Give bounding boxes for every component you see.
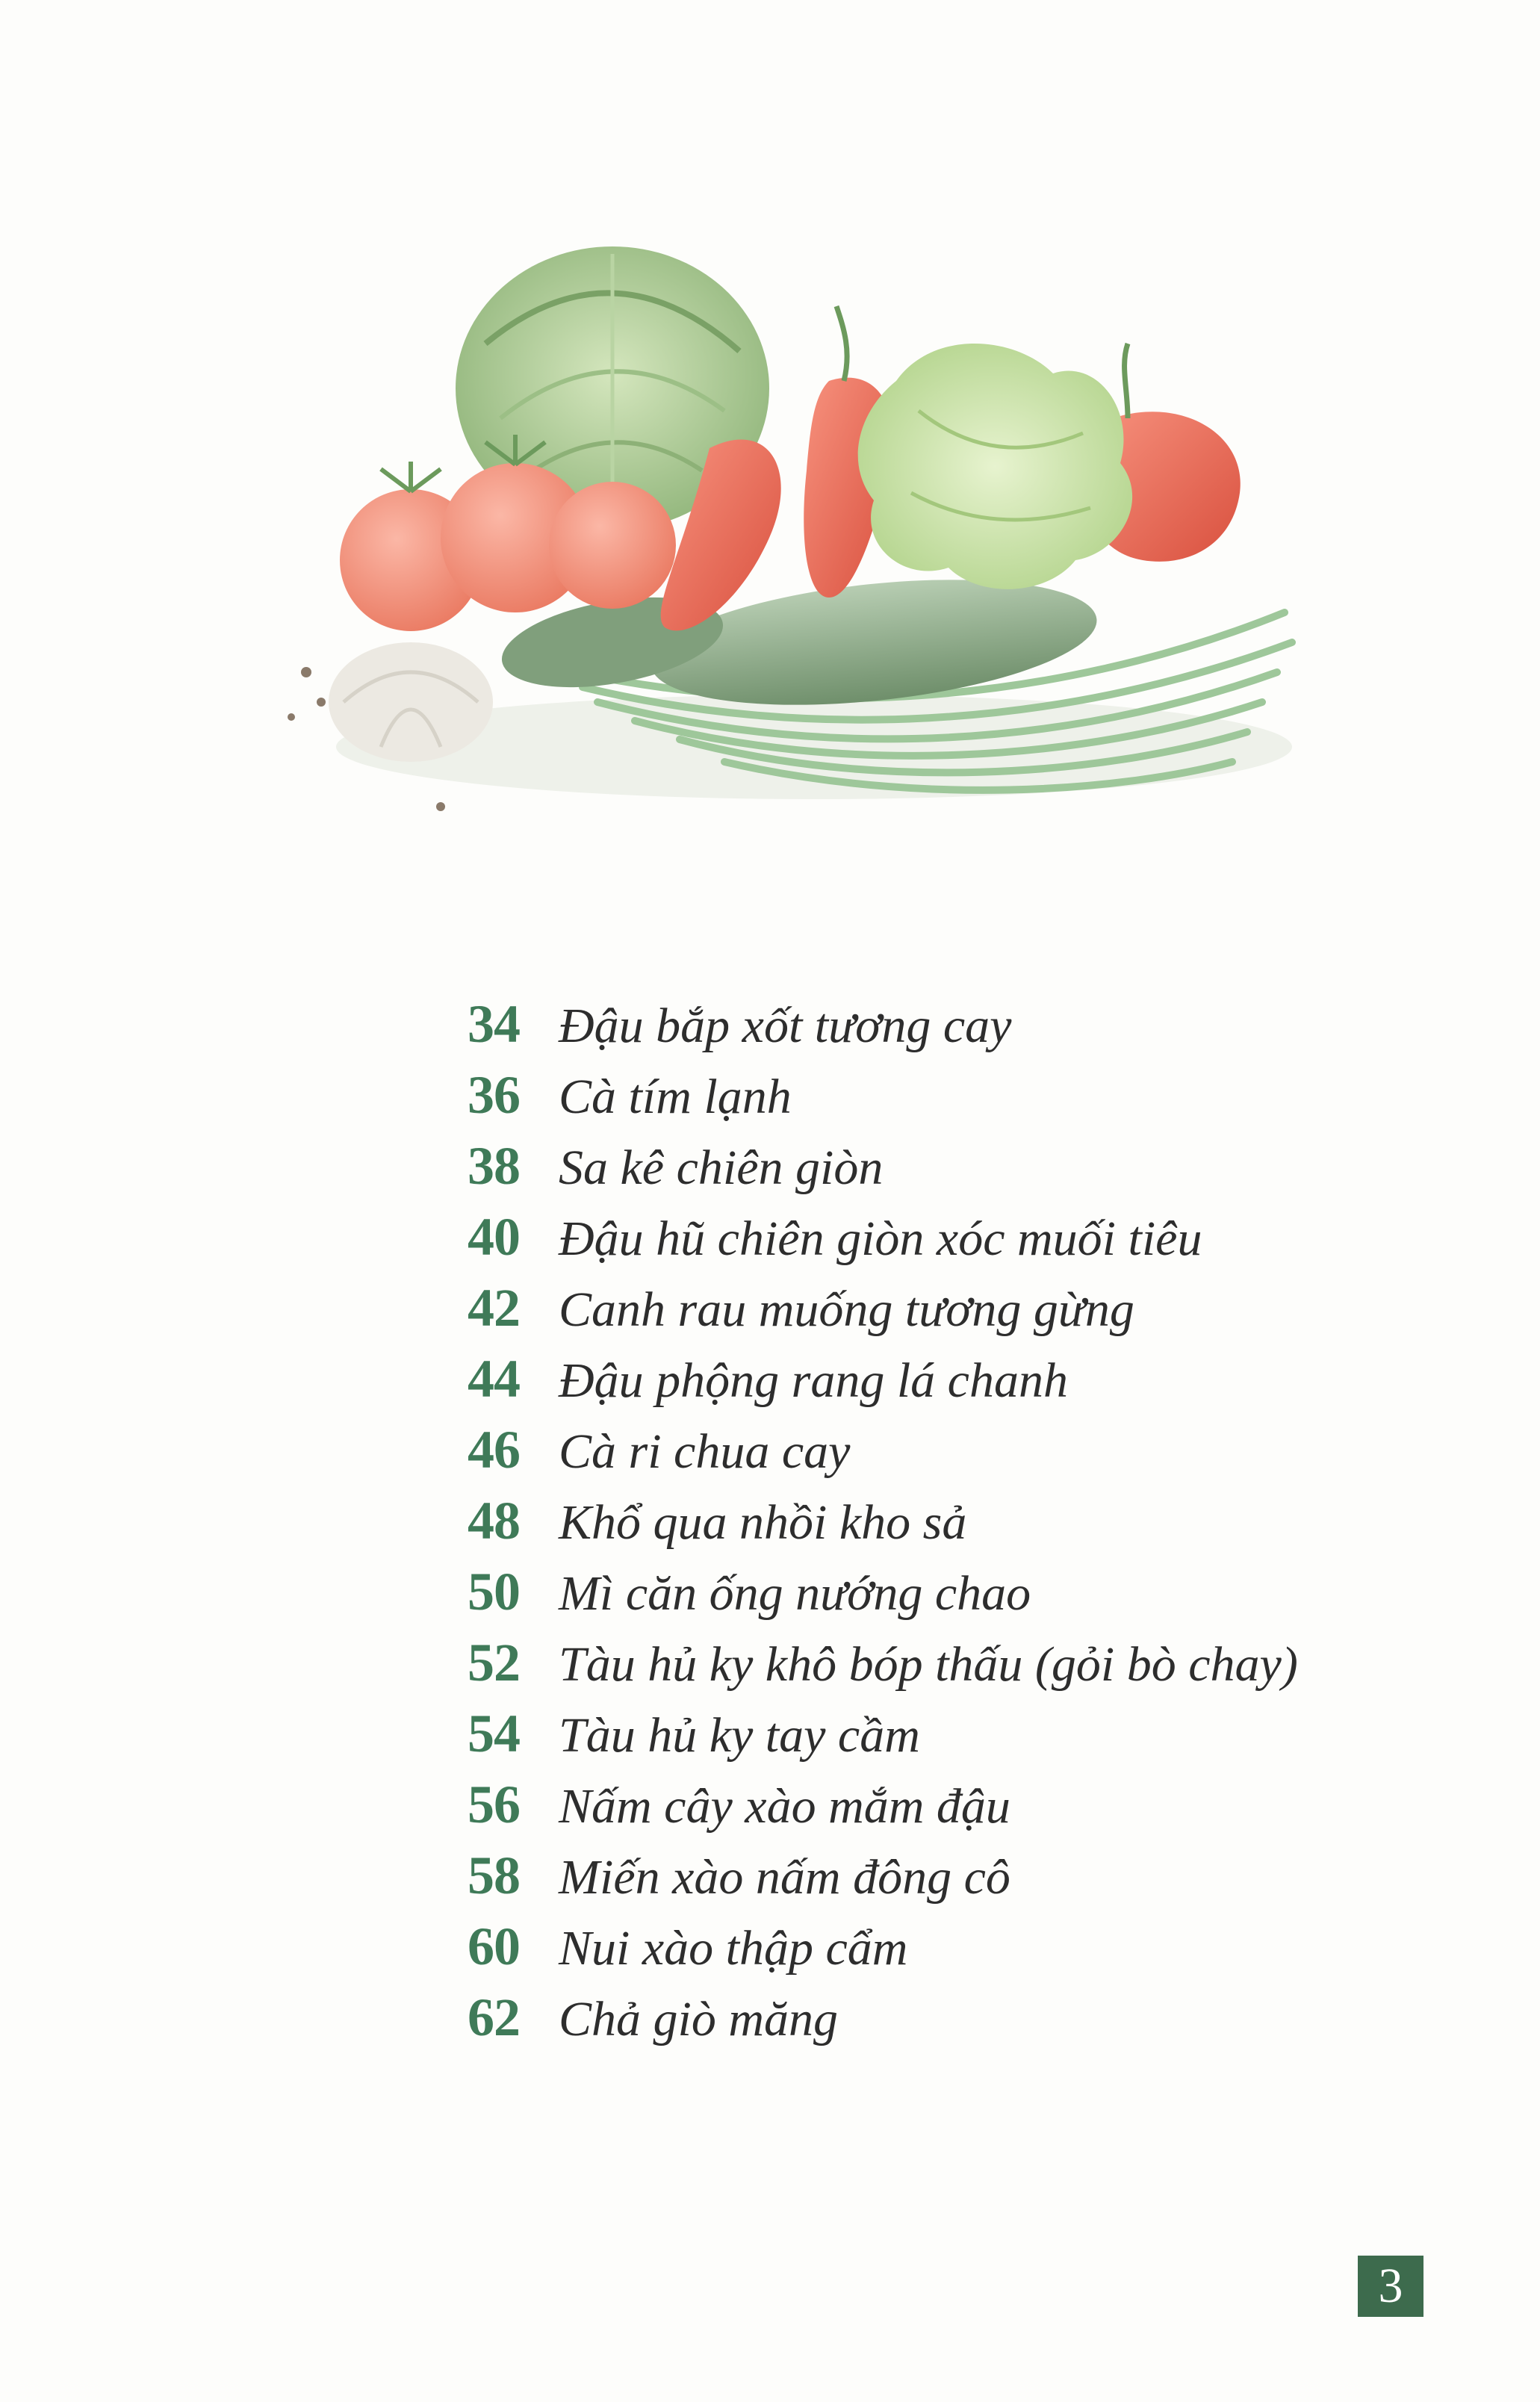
toc-entry-page: 40 bbox=[468, 1207, 520, 1267]
toc-entry bbox=[468, 1135, 1468, 1206]
toc-entry-title: Nấm cây xào mắm đậu bbox=[559, 1779, 1010, 1834]
toc-entry bbox=[468, 1419, 1468, 1490]
toc-entry-page: 42 bbox=[468, 1278, 520, 1338]
toc-entry-title: Đậu hũ chiên giòn xóc muối tiêu bbox=[559, 1211, 1202, 1266]
toc-entry-page: 56 bbox=[468, 1775, 520, 1834]
toc-entry-page: 58 bbox=[468, 1846, 520, 1905]
toc-entry-title: Tàu hủ ky tay cầm bbox=[559, 1708, 920, 1763]
garlic bbox=[329, 642, 493, 762]
toc-entry-title: Nui xào thập cẩm bbox=[559, 1921, 908, 1976]
toc-entry-title: Sa kê chiên giòn bbox=[559, 1141, 884, 1195]
toc-entry bbox=[468, 1845, 1468, 1916]
toc-entry bbox=[468, 1561, 1468, 1632]
toc-entry-page: 38 bbox=[468, 1136, 520, 1196]
page-number-badge: 3 bbox=[1358, 2256, 1423, 2317]
vegetables-illustration bbox=[261, 224, 1322, 837]
toc-entry-title: Cà ri chua cay bbox=[559, 1424, 851, 1479]
toc-entry bbox=[468, 1206, 1468, 1277]
toc-entry-title: Miến xào nấm đông cô bbox=[559, 1850, 1010, 1905]
toc-entry bbox=[468, 993, 1468, 1064]
toc-entry bbox=[468, 1277, 1468, 1348]
toc-entry-page: 44 bbox=[468, 1349, 520, 1409]
toc-entry-page: 34 bbox=[468, 994, 520, 1054]
toc-entry bbox=[468, 1916, 1468, 1987]
toc-entry-page: 46 bbox=[468, 1420, 520, 1480]
toc-entry bbox=[468, 1632, 1468, 1703]
toc-entry-page: 50 bbox=[468, 1562, 520, 1621]
table-of-contents bbox=[468, 993, 1468, 2058]
toc-entry-title: Cà tím lạnh bbox=[559, 1070, 792, 1124]
toc-entry bbox=[468, 1774, 1468, 1845]
toc-entry-title: Đậu phộng rang lá chanh bbox=[559, 1353, 1068, 1408]
toc-entry-title: Khổ qua nhồi kho sả bbox=[559, 1495, 967, 1550]
toc-entry bbox=[468, 1987, 1468, 2058]
toc-entry-title: Tàu hủ ky khô bóp thấu (gỏi bò chay) bbox=[559, 1637, 1298, 1692]
toc-entry-page: 62 bbox=[468, 1987, 520, 2047]
toc-entry bbox=[468, 1064, 1468, 1135]
toc-entry-title: Đậu bắp xốt tương cay bbox=[559, 999, 1012, 1053]
toc-entry bbox=[468, 1348, 1468, 1419]
toc-entry-page: 52 bbox=[468, 1633, 520, 1692]
toc-entry bbox=[468, 1703, 1468, 1774]
toc-entry-title: Chả giò măng bbox=[559, 1992, 839, 2046]
toc-entry-title: Canh rau muống tương gừng bbox=[559, 1282, 1134, 1337]
toc-entry-page: 60 bbox=[468, 1917, 520, 1976]
toc-entry bbox=[468, 1490, 1468, 1561]
toc-entry-page: 48 bbox=[468, 1491, 520, 1551]
toc-entry-title: Mì căn ống nướng chao bbox=[559, 1566, 1031, 1621]
toc-entry-page: 54 bbox=[468, 1704, 520, 1763]
toc-entry-page: 36 bbox=[468, 1065, 520, 1125]
lettuce bbox=[858, 344, 1132, 589]
